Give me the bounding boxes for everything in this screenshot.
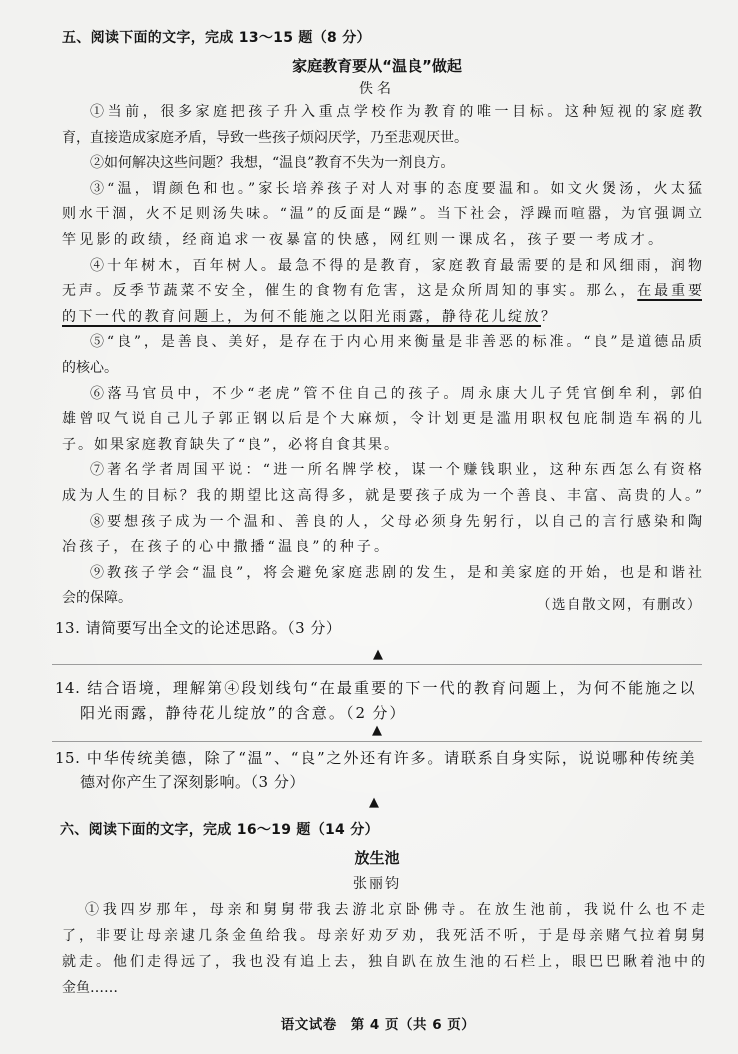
passage-line: 成为人生的目标？我的期望比这高得多，就是要孩子成为一个善良、丰富、高贵的人。” <box>62 487 702 504</box>
passage-title: 家庭教育要从“温良”做起 <box>292 57 462 75</box>
section-6-header: 六、阅读下面的文字，完成 16～19 题（14 分） <box>60 822 379 838</box>
passage-line: 育，直接造成家庭矛盾，导致一些孩子烦闷厌学，乃至悲观厌世。 <box>62 129 468 146</box>
paragraph-7 <box>62 458 702 509</box>
question-14 <box>55 676 695 726</box>
answer-marker-triangle: ▲ <box>373 647 383 662</box>
passage-line: ⑥落马官员中，不少“老虎”管不住自己的孩子。周永康大儿子凭官倒牟利，郭伯 <box>90 385 702 402</box>
passage-line: ⑨教孩子学会“温良”，将会避免家庭悲剧的发生，是和美家庭的开始，也是和谐社 <box>90 564 702 581</box>
passage-author: 佚名 <box>359 81 395 97</box>
paragraph-5 <box>62 330 702 381</box>
passage-line: ③“温，谓颜色和也。”家长培养孩子对人对事的态度要温和。如文火煲汤，火太猛 <box>90 180 702 197</box>
passage-line: 就走。他们走得远了，我也没有追上去，独自趴在放生池的石栏上，眼巴巴瞅着池中的 <box>62 954 705 970</box>
passage-line: 了，非要让母亲逮几条金鱼给我。母亲好劝歹劝，我死活不听，于是母亲赌气拉着舅舅 <box>62 928 705 944</box>
passage-body <box>62 897 705 1001</box>
passage-line: 会的保障。 <box>62 590 132 607</box>
passage-line: 子。如果家庭教育缺失了“良”，必将自食其果。 <box>62 436 398 453</box>
passage-author: 张丽钧 <box>353 876 401 892</box>
passage-line: ④十年树木，百年树人。最急不得的是教育，家庭教育最需要的是和风细雨，润物 <box>90 257 702 274</box>
passage-line: 金鱼…… <box>62 980 118 996</box>
paragraph-2 <box>62 151 702 177</box>
passage-line <box>62 305 702 331</box>
passage-body <box>62 100 702 612</box>
question-line: 阳光雨露，静待花儿绽放”的含意。（2 分） <box>80 704 405 722</box>
passage-line: ②如何解决这些问题？我想，“温良”教育不失为一剂良方。 <box>90 155 455 172</box>
underlined-sentence: 的下一代的教育问题上，为何不能施之以阳光雨露，静待花儿绽放 <box>62 308 541 325</box>
passage-line: 则水干涸，火不足则汤失味。“温”的反面是“躁”。当下社会，浮躁而喧嚣，为官强调立 <box>62 206 702 223</box>
passage-line <box>62 279 702 305</box>
paragraph-8 <box>62 510 702 561</box>
answer-marker-triangle: ▲ <box>372 723 382 738</box>
answer-marker-triangle: ▲ <box>369 795 379 810</box>
question-15 <box>55 746 695 794</box>
passage-source: （选自散文网，有删改） <box>537 597 702 613</box>
paragraph-1 <box>62 897 705 1001</box>
passage-line: 的核心。 <box>62 359 118 376</box>
passage-line: ①当前，很多家庭把孩子升入重点学校作为教育的唯一目标。这种短视的家庭教 <box>90 104 702 120</box>
passage-line: ⑧要想孩子成为一个温和、善良的人，父母必须身先躬行，以自己的言行感染和陶 <box>90 513 702 530</box>
question-line: 15. 中华传统美德，除了“温”、“良”之外还有许多。请联系自身实际，说说哪种传统美 <box>55 749 695 767</box>
passage-line: ①我四岁那年，母亲和舅舅带我去游北京卧佛寺。在放生池前，我说什么也不走 <box>85 902 705 918</box>
paragraph-1 <box>62 100 702 151</box>
answer-rule <box>52 741 702 742</box>
answer-rule <box>52 664 702 665</box>
passage-line: ⑦著名学者周国平说：“进一所名牌学校，谋一个赚钱职业，这种东西怎么有资格 <box>90 462 702 479</box>
passage-line: 雄曾叹气说自己儿子郭正钢以后是个大麻烦，令计划更是滥用职权包庇制造车祸的儿 <box>62 411 702 428</box>
passage-text: 无声。反季节蔬菜不安全，催生的食物有危害，这是众所周知的事实。那么， <box>62 283 638 300</box>
paragraph-6 <box>62 382 702 459</box>
passage-text: ？ <box>541 308 555 325</box>
question-line: 德对你产生了深刻影响。（3 分） <box>80 773 305 791</box>
passage-line: ⑤“良”，是善良、美好，是存在于内心用来衡量是非善恶的标准。“良”是道德品质 <box>90 334 702 351</box>
passage-line: 竿见影的政绩，经商追求一夜暴富的快感，网红则一课成名，孩子要一考成才。 <box>62 231 662 248</box>
section-5-header: 五、阅读下面的文字，完成 13～15 题（8 分） <box>62 30 371 46</box>
passage-title: 放生池 <box>354 849 400 867</box>
paragraph-4 <box>62 254 702 331</box>
passage-line: 冶孩子，在孩子的心中撒播“温良”的种子。 <box>62 539 388 556</box>
question-13: 13. 请简要写出全文的论述思路。（3 分） <box>55 619 342 637</box>
underlined-sentence: 在最重要 <box>637 283 702 300</box>
page-footer: 语文试卷 第 4 页（共 6 页） <box>280 1017 476 1033</box>
question-line: 14. 结合语境，理解第④段划线句“在最重要的下一代的教育问题上，为何不能施之以 <box>55 679 695 697</box>
paragraph-3 <box>62 177 702 254</box>
